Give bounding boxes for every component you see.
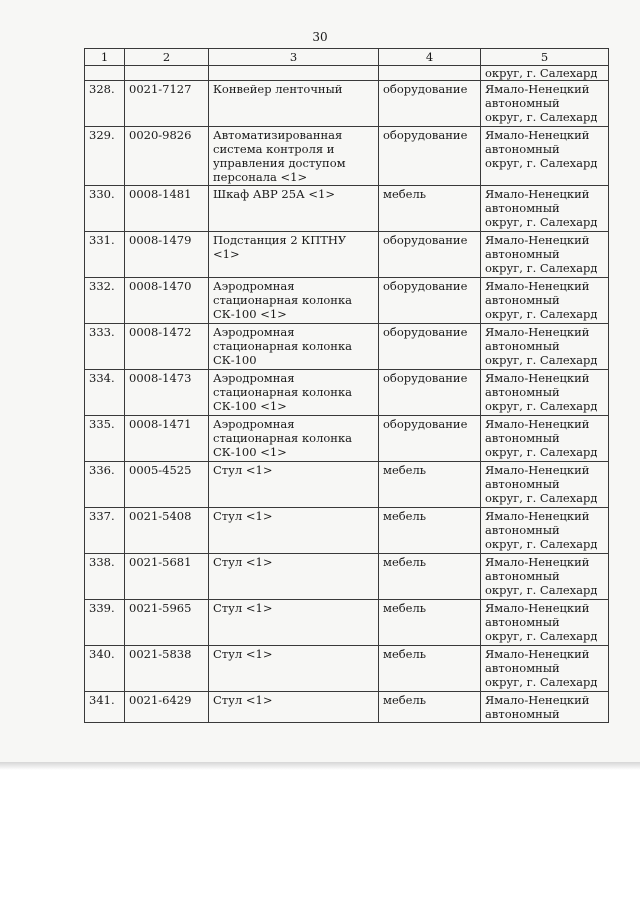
cell-code: 0021-5408 (125, 508, 209, 554)
cell-code: 0021-7127 (125, 81, 209, 127)
cell-type: оборудование (379, 127, 481, 186)
cell-region: округ, г. Салехард (481, 66, 609, 81)
region-line: округ, г. Салехард (485, 215, 598, 229)
cell-name: Стул <1> (209, 462, 379, 508)
cell-name: Стул <1> (209, 692, 379, 723)
cell-code: 0021-5838 (125, 646, 209, 692)
cell-code: 0008-1472 (125, 324, 209, 370)
region-line: Ямало-Ненецкий (485, 509, 590, 523)
cell-region (481, 416, 609, 462)
region-line: Ямало-Ненецкий (485, 233, 590, 247)
table-row (85, 324, 609, 370)
cell-code: 0020-9826 (125, 127, 209, 186)
cell-type: мебель (379, 554, 481, 600)
cell-region (481, 81, 609, 127)
cell-name: Аэродромная стационарная колонка СК-100 (209, 324, 379, 370)
region-line: автономный (485, 477, 560, 491)
cell-code (125, 66, 209, 81)
cell-region (481, 692, 609, 723)
region-line: автономный (485, 201, 560, 215)
cell-type: оборудование (379, 416, 481, 462)
property-table (84, 48, 609, 723)
cell-region (481, 186, 609, 232)
region-line: округ, г. Салехард (485, 110, 598, 124)
table-row (85, 186, 609, 232)
region-line: автономный (485, 569, 560, 583)
table-row (85, 370, 609, 416)
cell-code: 0008-1470 (125, 278, 209, 324)
cell-num: 338. (85, 554, 125, 600)
cell-code: 0008-1471 (125, 416, 209, 462)
region-line: Ямало-Ненецкий (485, 128, 590, 142)
table-row (85, 232, 609, 278)
cell-num: 340. (85, 646, 125, 692)
cell-type: оборудование (379, 278, 481, 324)
region-line: округ, г. Салехард (485, 261, 598, 275)
cell-type (379, 66, 481, 81)
region-line: Ямало-Ненецкий (485, 417, 590, 431)
table-row (85, 462, 609, 508)
cell-region (481, 600, 609, 646)
cell-code: 0008-1473 (125, 370, 209, 416)
continuation-row (85, 66, 609, 81)
cell-region (481, 370, 609, 416)
header-cell-5: 5 (481, 49, 609, 66)
region-line: округ, г. Салехард (485, 583, 598, 597)
scan-edge (0, 762, 640, 770)
cell-num: 330. (85, 186, 125, 232)
cell-code: 0021-6429 (125, 692, 209, 723)
cell-name: Подстанция 2 КПТНУ <1> (209, 232, 379, 278)
cell-region (481, 127, 609, 186)
region-line: округ, г. Салехард (485, 629, 598, 643)
table-row (85, 81, 609, 127)
cell-type: оборудование (379, 370, 481, 416)
cell-name: Аэродромная стационарная колонка СК-100 <1> (209, 416, 379, 462)
region-line: автономный (485, 431, 560, 445)
cell-num: 337. (85, 508, 125, 554)
region-line: округ, г. Салехард (485, 399, 598, 413)
cell-num: 339. (85, 600, 125, 646)
region-line: округ, г. Салехард (485, 353, 598, 367)
cell-num: 335. (85, 416, 125, 462)
header-cell-4: 4 (379, 49, 481, 66)
cell-region (481, 278, 609, 324)
region-line: автономный (485, 615, 560, 629)
header-cell-3: 3 (209, 49, 379, 66)
cell-type: мебель (379, 186, 481, 232)
cell-region (481, 462, 609, 508)
cell-type: мебель (379, 646, 481, 692)
region-line: автономный (485, 293, 560, 307)
region-line: автономный (485, 385, 560, 399)
cell-name: Аэродромная стационарная колонка СК-100 <1> (209, 370, 379, 416)
cell-region (481, 232, 609, 278)
table-row (85, 600, 609, 646)
cell-type: мебель (379, 600, 481, 646)
cell-name: Стул <1> (209, 646, 379, 692)
region-line: Ямало-Ненецкий (485, 82, 590, 96)
table-row (85, 508, 609, 554)
cell-code: 0008-1479 (125, 232, 209, 278)
cell-num: 341. (85, 692, 125, 723)
header-cell-2: 2 (125, 49, 209, 66)
cell-code: 0021-5965 (125, 600, 209, 646)
cell-code: 0021-5681 (125, 554, 209, 600)
region-line: Ямало-Ненецкий (485, 325, 590, 339)
region-line: округ, г. Салехард (485, 491, 598, 505)
table-row (85, 278, 609, 324)
region-line: Ямало-Ненецкий (485, 463, 590, 477)
region-line: округ, г. Салехард (485, 537, 598, 551)
region-line: Ямало-Ненецкий (485, 187, 590, 201)
cell-name: Стул <1> (209, 508, 379, 554)
region-line: округ, г. Салехард (485, 307, 598, 321)
region-line: Ямало-Ненецкий (485, 693, 590, 707)
cell-num: 333. (85, 324, 125, 370)
cell-num: 332. (85, 278, 125, 324)
cell-type: оборудование (379, 324, 481, 370)
region-line: автономный (485, 96, 560, 110)
cell-name: Стул <1> (209, 554, 379, 600)
region-line: автономный (485, 661, 560, 675)
region-line: автономный (485, 707, 560, 721)
cell-type: мебель (379, 462, 481, 508)
cell-num: 329. (85, 127, 125, 186)
cell-type: оборудование (379, 232, 481, 278)
region-line: Ямало-Ненецкий (485, 371, 590, 385)
region-line: Ямало-Ненецкий (485, 555, 590, 569)
cell-region (481, 554, 609, 600)
cell-num: 331. (85, 232, 125, 278)
cell-num: 334. (85, 370, 125, 416)
region-line: округ, г. Салехард (485, 675, 598, 689)
region-line: Ямало-Ненецкий (485, 601, 590, 615)
header-row (85, 49, 609, 66)
table-row (85, 646, 609, 692)
cell-name (209, 66, 379, 81)
cell-name: Аэродромная стационарная колонка СК-100 <1> (209, 278, 379, 324)
cell-name: Шкаф АВР 25А <1> (209, 186, 379, 232)
region-line: автономный (485, 339, 560, 353)
region-line: Ямало-Ненецкий (485, 279, 590, 293)
cell-num (85, 66, 125, 81)
cell-name: Конвейер ленточный (209, 81, 379, 127)
region-line: округ, г. Салехард (485, 156, 598, 170)
region-line: автономный (485, 247, 560, 261)
header-cell-1: 1 (85, 49, 125, 66)
cell-num: 328. (85, 81, 125, 127)
region-line: автономный (485, 142, 560, 156)
cell-name: Стул <1> (209, 600, 379, 646)
cell-code: 0005-4525 (125, 462, 209, 508)
cell-num: 336. (85, 462, 125, 508)
cell-type: мебель (379, 692, 481, 723)
table-row (85, 416, 609, 462)
cell-type: оборудование (379, 81, 481, 127)
table-row (85, 127, 609, 186)
cell-region (481, 646, 609, 692)
page-number: 30 (312, 30, 328, 44)
cell-code: 0008-1481 (125, 186, 209, 232)
table-row (85, 692, 609, 723)
cell-region (481, 508, 609, 554)
region-line: округ, г. Салехард (485, 445, 598, 459)
region-line: Ямало-Ненецкий (485, 647, 590, 661)
cell-type: мебель (379, 508, 481, 554)
cell-region (481, 324, 609, 370)
region-line: автономный (485, 523, 560, 537)
cell-name: Автоматизированная система контроля и управления доступом персонала <1> (209, 127, 379, 186)
table-row (85, 554, 609, 600)
